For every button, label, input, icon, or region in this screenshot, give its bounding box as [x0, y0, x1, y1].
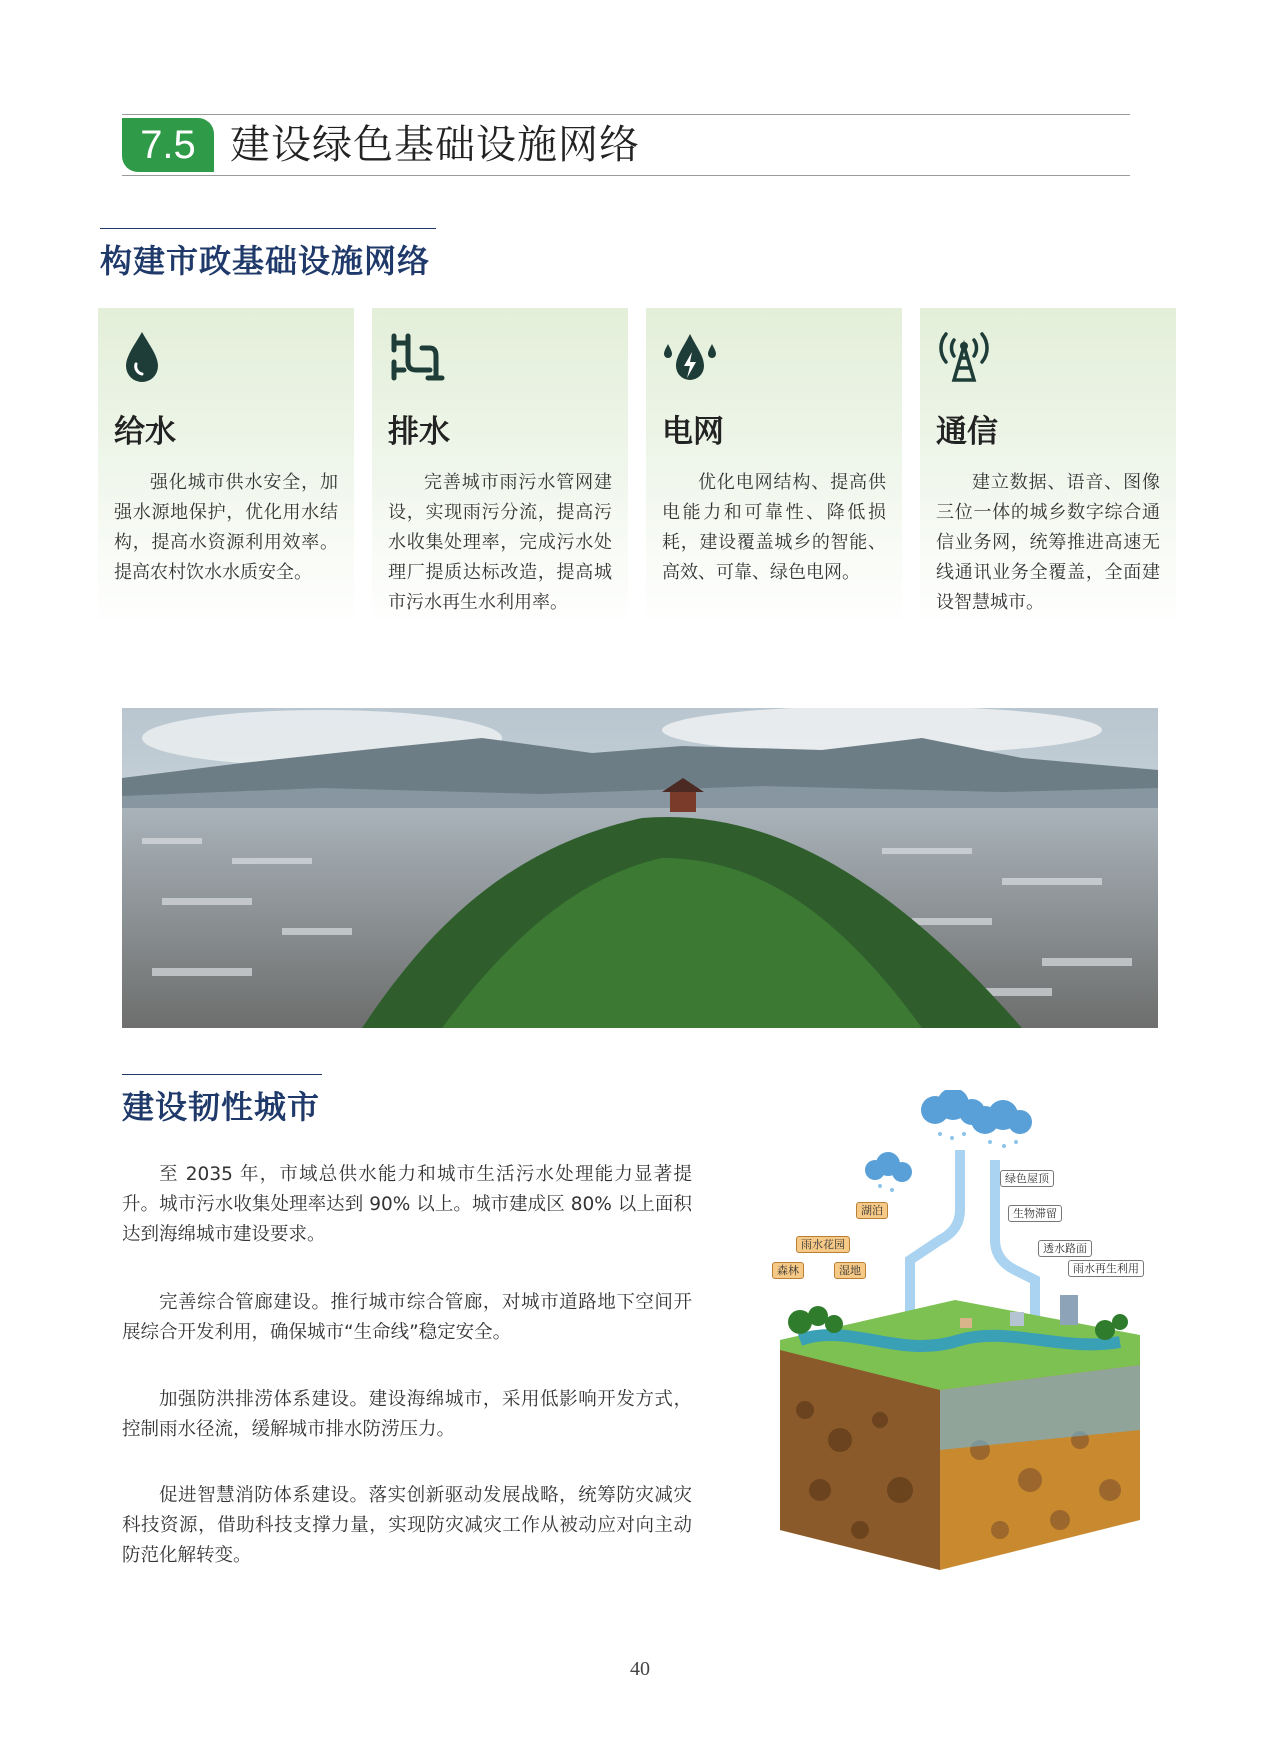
- label-green-roof: 绿色屋顶: [1000, 1170, 1054, 1187]
- card-drainage: [372, 308, 628, 628]
- page-number: 40: [630, 1658, 650, 1680]
- label-rain-reuse: 雨水再生利用: [1068, 1260, 1144, 1277]
- divider: [122, 175, 1130, 176]
- section-heading-resilient-city: [122, 1082, 320, 1128]
- city-panorama-illustration: [122, 708, 1158, 1028]
- chapter-title: 建设绿色基础设施网络: [230, 122, 640, 168]
- paragraph: 至 2035 年，市域总供水能力和城市生活污水处理能力显著提升。城市污水收集处理率达到 90% 以上。城市建成区 80% 以上面积达到海绵城市建设要求。: [122, 1164, 692, 1245]
- card-text: 完善城市雨污水管网建设，实现雨污分流，提高污水收集处理率，完成污水处理厂提质达标改造，提高城市污水再生水利用率。: [388, 472, 612, 613]
- card-water-supply: [98, 308, 354, 628]
- paragraph: 加强防洪排涝体系建设。建设海绵城市，采用低影响开发方式，控制雨水径流，缓解城市排水防涝压力。: [122, 1389, 692, 1440]
- card-telecom: [920, 308, 1176, 628]
- heading-rule: [100, 228, 436, 229]
- water-drop-icon: [112, 326, 172, 386]
- label-wetland: 湿地: [834, 1262, 866, 1279]
- paragraph: 完善综合管廊建设。推行城市综合管廊，对城市道路地下空间开展综合开发利用，确保城市“生命线”稳定安全。: [122, 1292, 692, 1343]
- drain-pipe-icon: [386, 326, 446, 386]
- city-panorama-image: [122, 708, 1158, 1028]
- signal-tower-icon: [934, 326, 994, 386]
- card-text: 建立数据、语音、图像三位一体的城乡数字综合通信业务网，统筹推进高速无线通讯业务全覆盖，全面建设智慧城市。: [936, 472, 1160, 613]
- card-title: 电网: [662, 414, 724, 450]
- heading-rule: [122, 1074, 322, 1075]
- chapter-number: 7.5: [122, 118, 214, 172]
- card-title: 排水: [388, 414, 450, 450]
- card-power-grid: [646, 308, 902, 628]
- chapter-header: [122, 114, 1130, 176]
- sponge-city-illustration: [760, 1090, 1160, 1580]
- power-drop-icon: [660, 326, 720, 386]
- paragraph: 促进智慧消防体系建设。落实创新驱动发展战略，统筹防灾减灾科技资源，借助科技支撑力量，实现防灾减灾工作从被动应对向主动防范化解转变。: [122, 1485, 692, 1566]
- label-forest: 森林: [772, 1262, 804, 1279]
- label-bio-retention: 生物滞留: [1008, 1205, 1062, 1222]
- section-heading-text: 建设韧性城市: [122, 1088, 321, 1126]
- card-title: 给水: [114, 414, 176, 450]
- section-heading-text: 构建市政基础设施网络: [100, 242, 431, 280]
- card-text: 强化城市供水安全，加强水源地保护，优化用水结构，提高水资源利用效率。提高农村饮水水质安全。: [114, 472, 338, 583]
- label-lake: 湖泊: [856, 1202, 888, 1219]
- card-title: 通信: [936, 414, 998, 450]
- label-rain-garden: 雨水花园: [796, 1236, 850, 1253]
- section-heading-infrastructure: [100, 236, 430, 282]
- sponge-city-diagram: [760, 1090, 1160, 1580]
- card-text: 优化电网结构、提高供电能力和可靠性、降低损耗，建设覆盖城乡的智能、高效、可靠、绿色电网。: [662, 472, 886, 583]
- label-permeable-road: 透水路面: [1038, 1240, 1092, 1257]
